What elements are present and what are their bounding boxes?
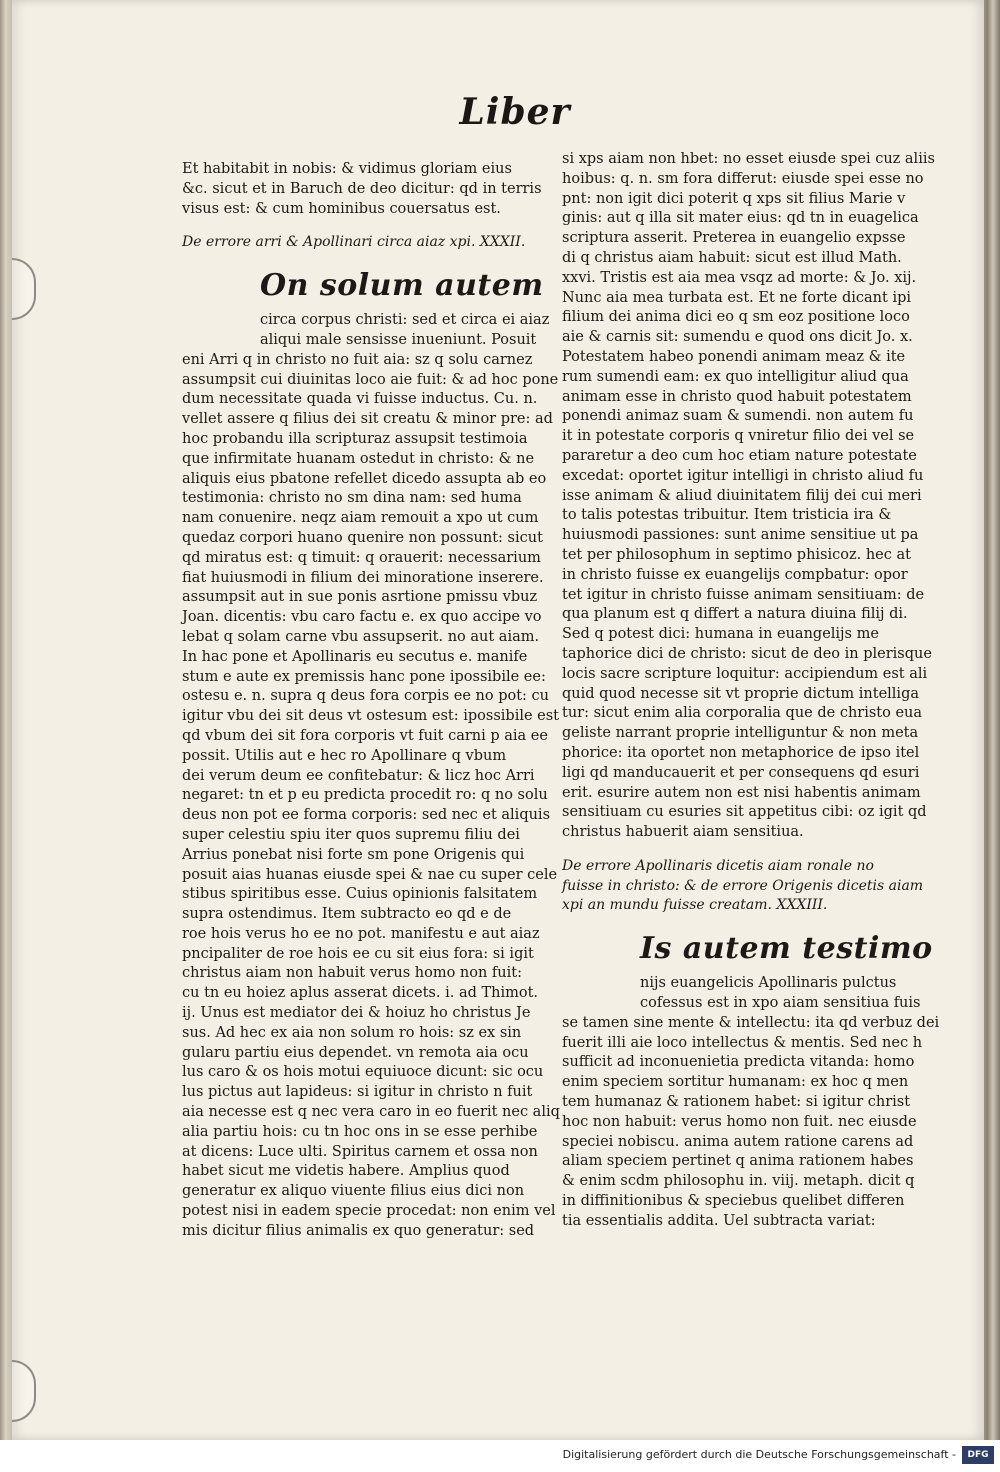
text-line: tem humanaz & rationem habet: si igitur christ [562,1094,911,1111]
text-line: assumpsit aut in sue ponis asrtione pmissu vbuz [182,589,538,606]
text-line: tet igitur in christo fuisse animam sensitiuam: de [562,586,925,603]
text-line: igitur vbu dei sit deus vt ostesum est: ipossibile est [182,708,560,725]
text-line: & enim scdm philosophu in. viij. metaph. dicit q [562,1173,915,1190]
text-line: Potestatem habeo ponendi animam meaz & ite [562,348,906,365]
text-line: qua planum est q differt a natura diuina filij di. [562,606,908,623]
text-line: lus pictus aut lapideus: si igitur in christo n fuit [182,1084,533,1101]
text-line: pnt: non igit dici poterit q xps sit filius Marie v [562,190,906,207]
text-line: ligi qd manducauerit et per consequens qd esuri [562,764,920,781]
text-line: taphorice dici de christo: sicut de deo in plerisque [562,645,932,662]
text-line: qd miratus est: q timuit: q orauerit: necessarium [182,549,541,566]
text-line: lebat q solam carne vbu assupserit. no aut aiam. [182,628,540,645]
text-line: qd vbum dei sit fora corporis vt fuit carni p aia ee [182,727,548,744]
text-line: quedaz corpori huano quenire non possunt: sicut [182,529,543,546]
text-line: habet sicut me videtis habere. Amplius quod [182,1163,510,1180]
text-line: sus. Ad hec ex aia non solum ro hois: sz ex sin [182,1024,522,1041]
left-indented-block [182,311,550,351]
rubric-line: De errore Apollinaris dicetis aiam ronale no [562,857,874,874]
text-line: assumpsit cui diuinitas loco aie fuit: & ad hoc pone [182,371,559,388]
text-line: nijs euangelicis Apollinaris pulctus [640,975,897,992]
text-line: christus aiam non habuit verus homo non fuit: [182,965,522,982]
text-line: aliam speciem pertinet q anima rationem habes [562,1153,914,1170]
rubric-line: xpi an mundu fuisse creatam. XXXIII. [562,897,828,914]
text-line: si xps aiam non hbet: no esset eiusde spei cuz aliis [562,151,935,167]
text-line: stibus spiritibus esse. Cuius opinionis falsitatem [182,886,538,903]
text-line: &c. sicut et in Baruch de deo dicitur: qd in terris [182,180,542,197]
text-line: possit. Utilis aut e hec ro Apollinare q vbum [182,747,507,764]
rubric-line: fuisse in christo: & de errore Origenis dicetis aiam [562,877,924,894]
text-line: potest nisi in eadem specie procedat: non enim vel [182,1203,556,1220]
footer-bar [0,1440,1000,1472]
text-line: fuerit illi aie loco intellectus & mentis. Sed nec h [562,1034,923,1051]
text-line: hoibus: q. n. sm fora differut: eiusde spei esse no [562,170,924,187]
text-line: alia partiu hois: cu tn hoc ons in se esse perhibe [182,1123,538,1140]
text-line: sufficit ad inconuenietia predicta vitanda: homo [562,1054,915,1071]
text-line: eni Arri q in christo no fuit aia: sz q solu carnez [182,351,533,368]
running-title: Liber [459,91,571,133]
text-line: Et habitabit in nobis: & vidimus gloriam eius [182,161,512,177]
left-column [182,160,560,1242]
initial-line-right: Is autem testimo [640,931,933,967]
text-line: hoc non habuit: verus homo non fuit. nec eiusde [562,1113,917,1130]
text-line: in christo fuisse ex euangelijs compbatur: opor [562,566,908,583]
text-line: super celestiu spiu iter quos supremu filiu dei [182,826,520,843]
text-line: pncipaliter de roe hois ee cu sit eius fora: si igit [182,945,534,962]
text-line: speciei nobiscu. anima autem ratione carens ad [562,1133,914,1150]
text-line: circa corpus christi: sed et circa ei aiaz [260,312,550,329]
text-line: Nunc aia mea turbata est. Et ne forte dicant ipi [562,289,911,306]
chapter-rubric-33 [562,857,924,916]
text-line: negaret: tn et p eu predicta procedit ro: q no solu [182,787,548,804]
dfg-logo: DFG [962,1446,994,1464]
page-clip-top [12,258,36,320]
page-clip-bottom [12,1360,36,1422]
text-line: tia essentialis addita. Uel subtracta variat: [562,1212,876,1229]
left-intro-block [182,160,542,219]
left-body-block [182,351,560,1242]
text-line: supra ostendimus. Item subtracto eo qd e de [182,906,512,923]
text-line: dei verum deum ee confitebatur: & licz hoc Arri [182,767,535,784]
text-line: posuit aias huanas eiusde spei & nae cu super cele [182,866,558,883]
chapter-rubric-32: De errore arri & Apollinari circa aiaz xpi. XXXII. [182,234,526,251]
text-line: enim speciem sortitur humanam: ex hoc q men [562,1074,909,1091]
text-line: geliste narrant proprie intelliguntur & non meta [562,725,919,742]
text-line: vellet assere q filius dei sit creatu & minor pre: ad [182,411,553,428]
right-after-block [562,1014,940,1232]
right-column [562,150,940,1232]
text-line: phorice: ita oportet non metaphorice de ipso itel [562,744,920,761]
book-edge-right [982,0,1000,1440]
text-line: generatur ex aliquo viuente filius eius dici non [182,1183,525,1200]
text-line: aliqui male sensisse inueniunt. Posuit [260,331,537,348]
text-line: fiat huiusmodi in filium dei minoratione inserere. [182,569,544,586]
text-line: scriptura asserit. Preterea in euangelio expsse [562,230,906,247]
funding-credit: Digitalisierung gefördert durch die Deutsche Forschungsgemeinschaft - [562,1448,956,1461]
text-line: ponendi animaz suam & sumendi. non autem fu [562,408,914,425]
text-line: rum sumendi eam: ex quo intelligitur aliud qua [562,368,909,385]
text-line: at dicens: Luce ulti. Spiritus carnem et ossa non [182,1143,538,1160]
initial-line-left: On solum autem [260,268,544,304]
text-line: In hac pone et Apollinaris eu secutus e. manife [182,648,528,665]
text-line: Joan. dicentis: vbu caro factu e. ex quo accipe vo [182,609,542,626]
text-line: animam esse in christo quod habuit potestatem [562,388,912,405]
text-line: quid quod necesse sit vt proprie dictum intelliga [562,685,919,702]
text-line: excedat: oportet igitur intelligi in christo aliud fu [562,467,924,484]
text-line: locis sacre scripture loquitur: accipiendum est ali [562,665,928,682]
text-line: it in potestate corporis q vniretur filio dei vel se [562,428,915,445]
text-line: cofessus est in xpo aiam sensitiua fuis [640,995,921,1012]
text-line: di q christus aiam habuit: sicut est illud Math. [562,249,902,266]
text-line: cu tn eu hoiez aplus asserat dicets. i. ad Thimot. [182,985,539,1002]
text-line: ij. Unus est mediator dei & hoiuz ho christus Je [182,1005,531,1022]
text-line: dum necessitate quada vi fuisse inductus. Cu. n. [182,391,538,408]
text-line: Arrius ponebat nisi forte sm pone Origenis qui [182,846,525,863]
text-line: gularu partiu eius dependet. vn remota aia ocu [182,1044,529,1061]
text-line: xxvi. Tristis est aia mea vsqz ad morte: & Jo. xij. [562,269,917,286]
text-line: to talis potestas tribuitur. Item tristicia ira & [562,507,892,524]
text-line: tur: sicut enim alia corporalia que de christo eua [562,705,923,722]
text-line: deus non pot ee forma corporis: sed nec et aliquis [182,807,551,824]
text-line: sensitiuam cu esuries sit appetitus cibi: oz igit qd [562,804,927,821]
text-line: aia necesse est q nec vera caro in eo fuerit nec aliq [182,1104,560,1121]
text-line: in diffinitionibus & speciebus quelibet differen [562,1193,905,1210]
text-line: Sed q potest dici: humana in euangelijs me [562,626,879,643]
text-line: isse animam & aliud diuinitatem filij dei cui meri [562,487,922,504]
text-line: aliquis eius pbatone refellet dicedo assupta ab eo [182,470,547,487]
text-line: filium dei anima dici eo q sm eoz positione loco [562,309,910,326]
text-line: mis dicitur filius animalis ex quo generatur: sed [182,1222,535,1239]
text-line: erit. esurire autem non est nisi habentis animam [562,784,921,801]
text-line: que infirmitate huanam ostedut in christo: & ne [182,450,535,467]
right-body-block [562,150,935,843]
right-indented-block [562,974,921,1014]
text-line: se tamen sine mente & intellectu: ita qd verbuz dei [562,1014,940,1031]
text-line: ostesu e. n. supra q deus fora corpis ee no pot: cu [182,688,549,705]
text-line: pararetur a deo cum hoc etiam nature potestate [562,447,917,464]
text-line: huiusmodi passiones: sunt anime sensitiue ut pa [562,527,919,544]
text-line: testimonia: christo no sm dina nam: sed huma [182,490,522,507]
text-line: aie & carnis sit: sumendu e quod ons dicit Jo. x. [562,329,913,346]
text-line: hoc probandu illa scripturaz assupsit testimoia [182,430,528,447]
text-line: stum e aute ex premissis hanc pone ipossibile ee: [182,668,546,685]
text-line: christus habuerit aiam sensitiua. [562,824,804,841]
text-line: visus est: & cum hominibus couersatus est. [182,200,501,217]
text-line: ginis: aut q illa sit mater eius: qd tn in euagelica [562,210,919,227]
text-line: roe hois verus ho ee no pot. manifestu e aut aiaz [182,925,540,942]
text-line: nam conuenire. neqz aiam remouit a xpo ut cum [182,510,539,527]
text-line: tet per philosophum in septimo phisicoz. hec at [562,546,911,563]
text-line: lus caro & os hois motui equiuoce dicunt: sic ocu [182,1064,544,1081]
